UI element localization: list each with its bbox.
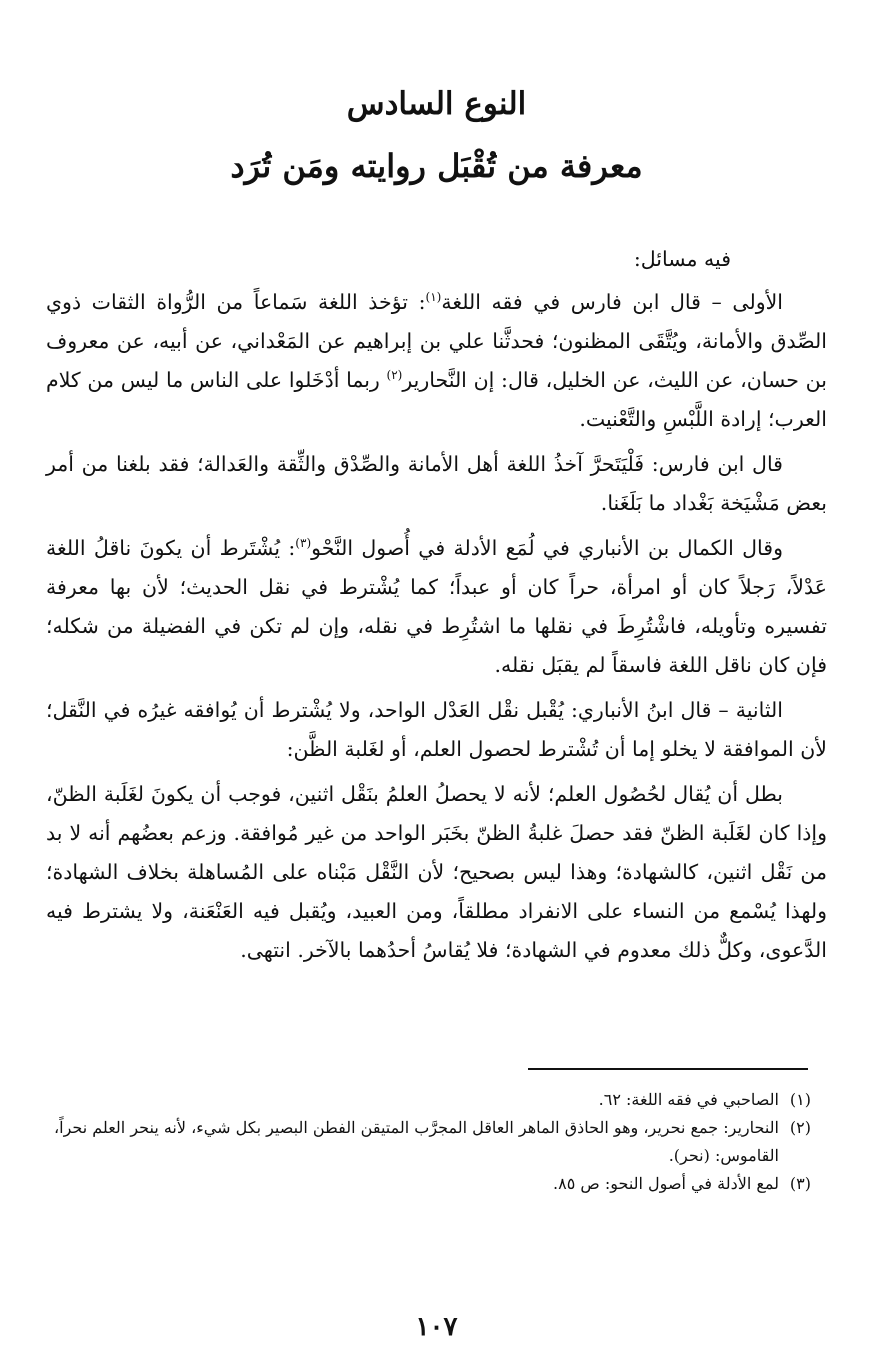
paragraph-3 <box>46 529 827 685</box>
paragraph-3-part-a: وقال الكمال بن الأنباري في لُمَع الأدلة في أُصول النَّحْو <box>311 536 783 560</box>
paragraph-4: الثانية – قال ابنُ الأنباري: يُقْبل نقْل العَدْل الواحد، ولا يُشْترط أن يُوافقه غيرُه في النَّقل؛ لأن الموافقة لا يخلو إما أن تُشْترط لحصول العلم، أو لغَلبة الظَّن: <box>46 698 827 761</box>
footnote-ref-1: (١) <box>425 290 442 305</box>
paragraph-3-part-b: : يُشْتَرط أن يكونَ ناقلُ اللغة عَدْلاً، رَجلاً كان أو امرأة، حراً كان أو عبداً؛ كما يُشْترط في نقل الحديث؛ لأن بها معرفة تفسيره وتأويله، فاشْتُرِطَ في نقلها ما اشتُرِط في نقله، وإن لم تكن في الفضيلة من شكله؛ فإن كان ناقل اللغة فاسقاً لم يقبَل نقله. <box>46 536 827 677</box>
footnote-text: لمع الأدلة في أصول النحو: ص ٨٥. <box>553 1174 779 1193</box>
footnotes <box>46 1086 811 1198</box>
paragraph-1-part-c: ربما أدْخَلوا على الناس ما ليس من كلام العرب؛ إرادة اللَّبْسِ والتَّعْنيت. <box>46 368 827 431</box>
main-text <box>46 240 827 976</box>
paragraph-1-part-b: : تؤخذ اللغة سَماعاً من الرُّواة الثقات ذوي الصِّدق والأمانة، ويُتَّقَى المظنون؛ فحدثَّنا علي بن إبراهيم عن المَعْداني، عن أبيه، عن معروف بن حسان، عن الليث، عن الخليل، قال: إن النَّحارير <box>46 290 827 392</box>
footnote-ref-3: (٣) <box>295 536 312 551</box>
footnote-2 <box>46 1114 811 1170</box>
chapter-title: النوع السادس <box>346 86 527 122</box>
footnote-separator <box>528 1068 808 1070</box>
page-number: ١٠٧ <box>415 1312 458 1342</box>
footnote-number: (١) <box>789 1090 811 1109</box>
paragraph-1-part-a: الأولى – قال ابن فارس في فقه اللغة <box>441 290 784 314</box>
intro-line: فيه مسائل: <box>633 247 731 271</box>
footnote-3 <box>46 1170 811 1198</box>
footnote-ref-2: (٢) <box>386 368 403 383</box>
footnote-1 <box>46 1086 811 1114</box>
paragraph-1 <box>46 283 827 439</box>
footnote-number: (٢) <box>789 1118 811 1137</box>
paragraph-5: بطل أن يُقال لحُصُول العلم؛ لأنه لا يحصلُ العلمُ بنَقْل اثنين، فوجب أن يكونَ لغَلَبة الظنّ، وإذا كان لغَلَبة الظنّ فقد حصلَ غلبةُ الظنّ بخَبَر الواحد من غير مُوافقة. وزعم بعضُهم أنه لا بد من نَقْل اثنين، كالشهادة؛ وهذا ليس بصحيح؛ لأن النَّقْل مَبْناه على المُساهلة بخلاف الشهادة؛ ولهذا يُسْمع من النساء على الانفراد مطلقاً، ومن العبيد، ويُقبل فيه العَنْعَنة، ولا يشترط فيه الدَّعوى، وكلٌّ ذلك معدوم في الشهادة؛ فلا يُقاسُ أحدُهما بالآخر. انتهى. <box>46 782 827 962</box>
paragraph-2: قال ابن فارس: فَلْيَتَحرَّ آخذُ اللغة أهل الأمانة والصِّدْق والثِّقة والعَدالة؛ فقد بلغنا من أمر بعض مَشْيَخة بَغْداد ما بَلَغَنا. <box>46 452 827 515</box>
footnote-text: النحارير: جمع نحرير، وهو الحاذق الماهر العاقل المجرَّب المتيقن الفطن البصير بكل شيء، لأنه ينحر العلم نحراً، القاموس: (نحر). <box>53 1118 779 1165</box>
chapter-subtitle: معرفة من تُقْبَل روايته ومَن تُرَد <box>230 147 643 185</box>
footnote-number: (٣) <box>789 1174 811 1193</box>
footnote-text: الصاحبي في فقه اللغة: ٦٢. <box>598 1090 779 1109</box>
